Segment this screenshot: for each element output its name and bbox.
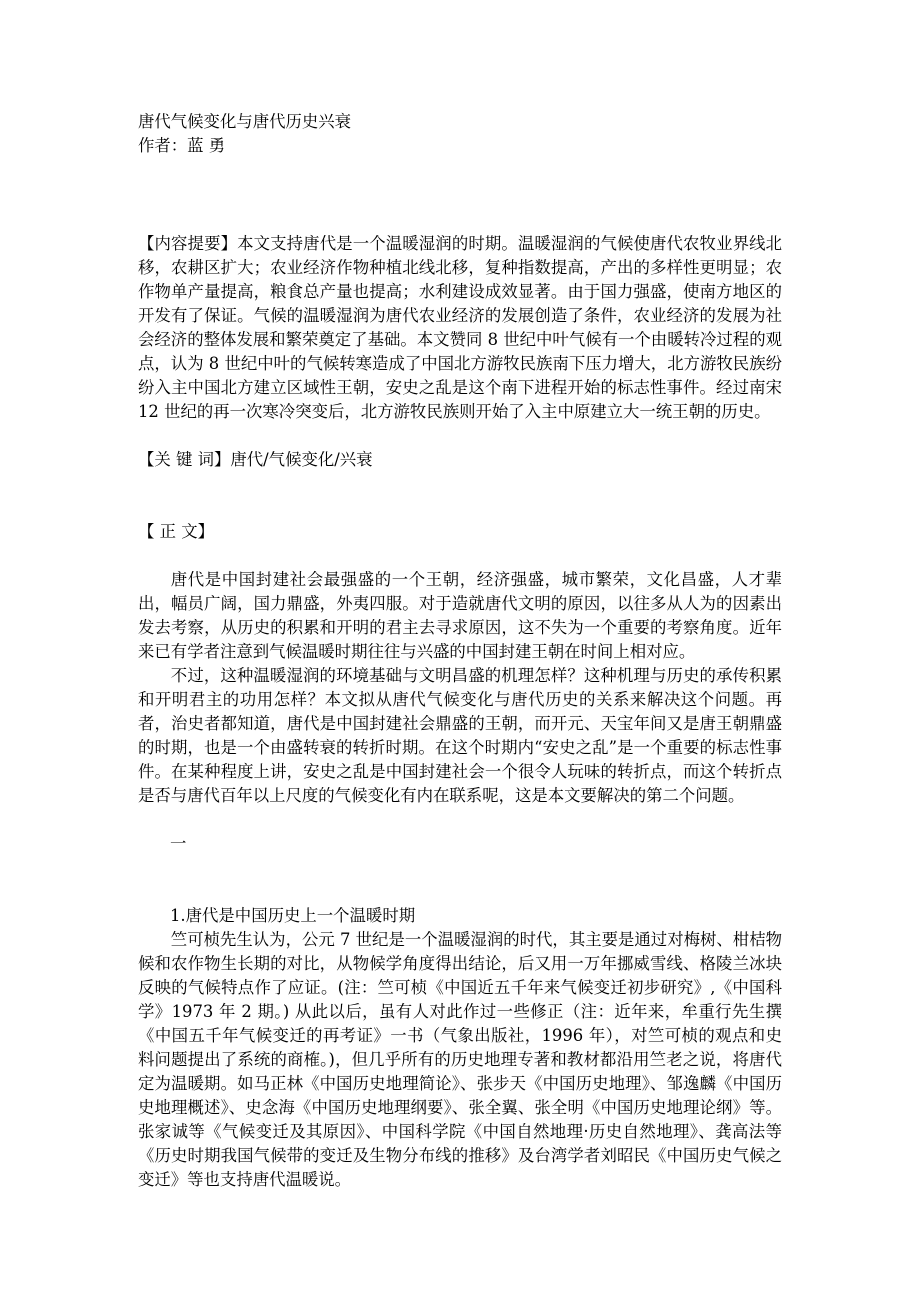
spacer [138, 158, 782, 232]
spacer [138, 424, 782, 448]
spacer [138, 544, 782, 568]
spacer [138, 808, 782, 832]
abstract-text: 本文支持唐代是一个温暖湿润的时期。温暖湿润的气候使唐代农牧业界线北移，农耕区扩大；农业经济作物种植北线北移，复种指数提高，产出的多样性更明显；农作物单产量提高，粮食总产量也提高；水利建设成效显著。由于国力强盛，使南方地区的开发有了保证。气候的温暖湿润为唐代农业经济的发展创造了条件，农业经济的发展为社会经济的整体发展和繁荣奠定了基础。本文赞同 8 世纪中叶气候有一个由暖转冷过程的观点，认为 8 世纪中叶的气候转寒造成了中国北方游牧民族南下压力增大，北方游牧民族纷纷入主中国北方建立区域性王朝，安史之乱是这个南下进程开始的标志性事件。经过南宋 12 世纪的再一次寒冷突变后，北方游牧民族则开始了入主中原建立大一统王朝的历史。 [138, 234, 783, 421]
body-heading: 【 正 文】 [138, 522, 214, 541]
body-paragraph-1: 唐代是中国封建社会最强盛的一个王朝，经济强盛，城市繁荣，文化昌盛，人才辈出，幅员广阔，国力鼎盛，外夷四服。对于造就唐代文明的原因，以往多从人为的因素出发去考察，从历史的积累和开明的君主去寻求原因，这不失为一个重要的考察角度。近年来已有学者注意到气候温暖时期往往与兴盛的中国封建王朝在时间上相对应。 [138, 570, 782, 661]
section-number: 一 [170, 834, 187, 853]
spacer [138, 472, 782, 520]
keywords-label: 【关 键 词】 [138, 450, 231, 469]
abstract-label: 【内容提要】 [138, 234, 238, 253]
document-page [138, 110, 782, 1192]
section-paragraph: 竺可桢先生认为，公元 7 世纪是一个温暖湿润的时代，其主要是通过对梅树、柑桔物候和农作物生长期的对比，从物候学角度得出结论，后又用一万年挪威雪线、格陵兰冰块反映的气候特点作了应证。(注：竺可桢《中国近五千年来气候变迁初步研究》,《中国科学》1973 年 2 期。) 从此以后，虽有人对此作过一些修正（注：近年来，牟重行先生撰《中国五千年气候变迁的再考证》一书（气象出版社，1996 年），对竺可桢的观点和史料问题提出了系统的商榷。)，但几乎所有的历史地理专著和教材都沿用竺老之说，将唐代定为温暖期。如马正林《中国历史地理简论》、张步天《中国历史地理》、邹逸麟《中国历史地理概述》、史念海《中国历史地理纲要》、张全翼、张全明《中国历史地理论纲》等。张家诚等《气候变迁及其原因》、中国科学院《中国自然地理·历史自然地理》、龚高法等《历史时期我国气候带的变迁及生物分布线的推移》及台湾学者刘昭民《中国历史气候之变迁》等也支持唐代温暖说。 [138, 930, 782, 1189]
keywords-text: 唐代/气候变化/兴衰 [230, 450, 373, 469]
body-paragraph-2: 不过，这种温暖湿润的环境基础与文明昌盛的机理怎样？这种机理与历史的承传积累和开明君主的功用怎样？本文拟从唐代气候变化与唐代历史的关系来解决这个问题。再者，治史者都知道，唐代是中国封建社会鼎盛的王朝，而开元、天宝年间又是唐王朝鼎盛的时期，也是一个由盛转衰的转折时期。在这个时期内“安史之乱”是一个重要的标志性事件。在某种程度上讲，安史之乱是中国封建社会一个很令人玩味的转折点，而这个转折点是否与唐代百年以上尺度的气候变化有内在联系呢，这是本文要解决的第二个问题。 [138, 666, 782, 805]
document-title: 唐代气候变化与唐代历史兴衰 [138, 112, 352, 131]
spacer [138, 856, 782, 904]
keywords-line [138, 448, 782, 472]
abstract-paragraph [138, 232, 782, 424]
subsection-title: 1.唐代是中国历史上一个温暖时期 [170, 906, 416, 925]
document-author: 作者：蓝 勇 [138, 136, 226, 155]
